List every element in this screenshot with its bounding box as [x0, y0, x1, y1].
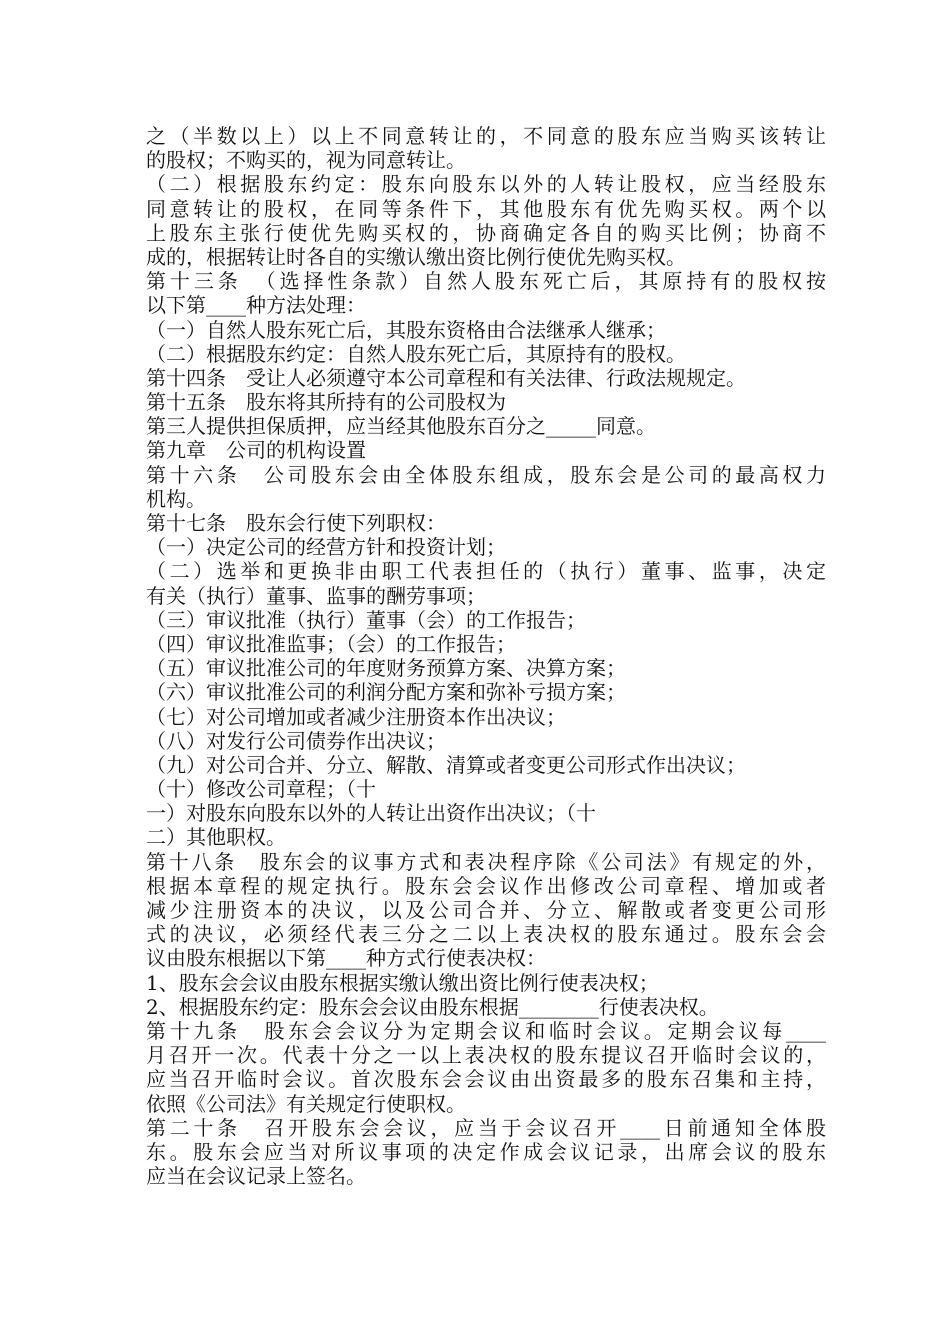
document-line: （六）审议批准公司的利润分配方案和弥补亏损方案； — [146, 680, 626, 705]
document-line: （一）决定公司的经营方针和投资计划； — [146, 535, 506, 560]
document-line: 式的决议，必须经代表三分之二以上表决权的股东通过。股东会会 — [146, 922, 826, 947]
document-line: 依照《公司法》有关规定行使职权。 — [146, 1091, 466, 1116]
document-line: （九）对公司合并、分立、解散、清算或者变更公司形式作出决议； — [146, 752, 746, 777]
document-line: 东。股东会应当对所议事项的决定作成会议记录，出席会议的股东 — [146, 1139, 826, 1164]
document-line: 二）其他职权。 — [146, 825, 286, 850]
document-line: （一）自然人股东死亡后，其股东资格由合法继承人继承； — [146, 317, 666, 342]
document-line: 应当在会议记录上签名。 — [146, 1164, 366, 1189]
document-line: 上股东主张行使优先购买权的，协商确定各自的购买比例；协商不 — [146, 220, 826, 245]
document-line: （十）修改公司章程；（十 — [146, 777, 376, 802]
document-line: （二）根据股东约定：自然人股东死亡后，其原持有的股权。 — [146, 341, 686, 366]
document-line: （二）根据股东约定：股东向股东以外的人转让股权，应当经股东 — [146, 172, 826, 197]
document-line: 应当召开临时会议。首次股东会会议由出资最多的股东召集和主持， — [146, 1067, 826, 1092]
document-line: 之（半数以上）以上不同意转让的，不同意的股东应当购买该转让 — [146, 124, 826, 148]
document-line: （七）对公司增加或者减少注册资本作出决议； — [146, 704, 566, 729]
document-line: 第十八条 股东会的议事方式和表决程序除《公司法》有规定的外， — [146, 849, 826, 874]
document-line: （二）选举和更换非由职工代表担任的（执行）董事、监事，决定 — [146, 559, 826, 584]
document-line: 第九章 公司的机构设置 — [146, 438, 366, 463]
document-line: 第十五条 股东将其所持有的公司股权为 — [146, 390, 506, 415]
document-line: 机构。 — [146, 486, 206, 511]
document-line: 1、股东会会议由股东根据实缴认缴出资比例行使表决权； — [146, 970, 659, 995]
document-line: 第十六条 公司股东会由全体股东组成，股东会是公司的最高权力 — [146, 462, 826, 487]
document-line: 有关（执行）董事、监事的酬劳事项； — [146, 583, 486, 608]
document-line: （八）对发行公司债券作出决议； — [146, 728, 446, 753]
document-line: 成的，根据转让时各自的实缴认缴出资比例行使优先购买权。 — [146, 244, 686, 269]
document-body — [146, 124, 826, 1188]
document-line: 同意转让的股权，在同等条件下，其他股东有优先购买权。两个以 — [146, 196, 826, 221]
document-line: 第十九条 股东会会议分为定期会议和临时会议。定期会议每____ — [146, 1018, 826, 1043]
document-line: （三）审议批准（执行）董事（会）的工作报告； — [146, 607, 586, 632]
document-line: 一）对股东向股东以外的人转让出资作出决议；（十 — [146, 801, 596, 826]
document-line: 议由股东根据以下第____种方式行使表决权： — [146, 946, 546, 971]
document-line: 月召开一次。代表十分之一以上表决权的股东提议召开临时会议的， — [146, 1043, 826, 1068]
document-line: （四）审议批准监事；（会）的工作报告； — [146, 631, 516, 656]
document-line: 以下第____种方法处理： — [146, 293, 366, 318]
document-line: 减少注册资本的决议，以及公司合并、分立、解散或者变更公司形 — [146, 898, 826, 922]
document-line: 第三人提供担保质押，应当经其他股东百分之_____同意。 — [146, 414, 656, 439]
document-line: 第十三条 （选择性条款）自然人股东死亡后，其原持有的股权按 — [146, 269, 826, 294]
document-line: 2、根据股东约定：股东会会议由股东根据________行使表决权。 — [146, 994, 719, 1019]
document-line: 第二十条 召开股东会会议，应当于会议召开____日前通知全体股 — [146, 1115, 826, 1140]
document-line: 第十四条 受让人必须遵守本公司章程和有关法律、行政法规规定。 — [146, 365, 746, 390]
document-line: 根据本章程的规定执行。股东会会议作出修改公司章程、增加或者 — [146, 873, 826, 898]
document-line: 第十七条 股东会行使下列职权： — [146, 511, 446, 535]
document-line: 的股权；不购买的，视为同意转让。 — [146, 148, 466, 173]
document-line: （五）审议批准公司的年度财务预算方案、决算方案； — [146, 656, 626, 681]
